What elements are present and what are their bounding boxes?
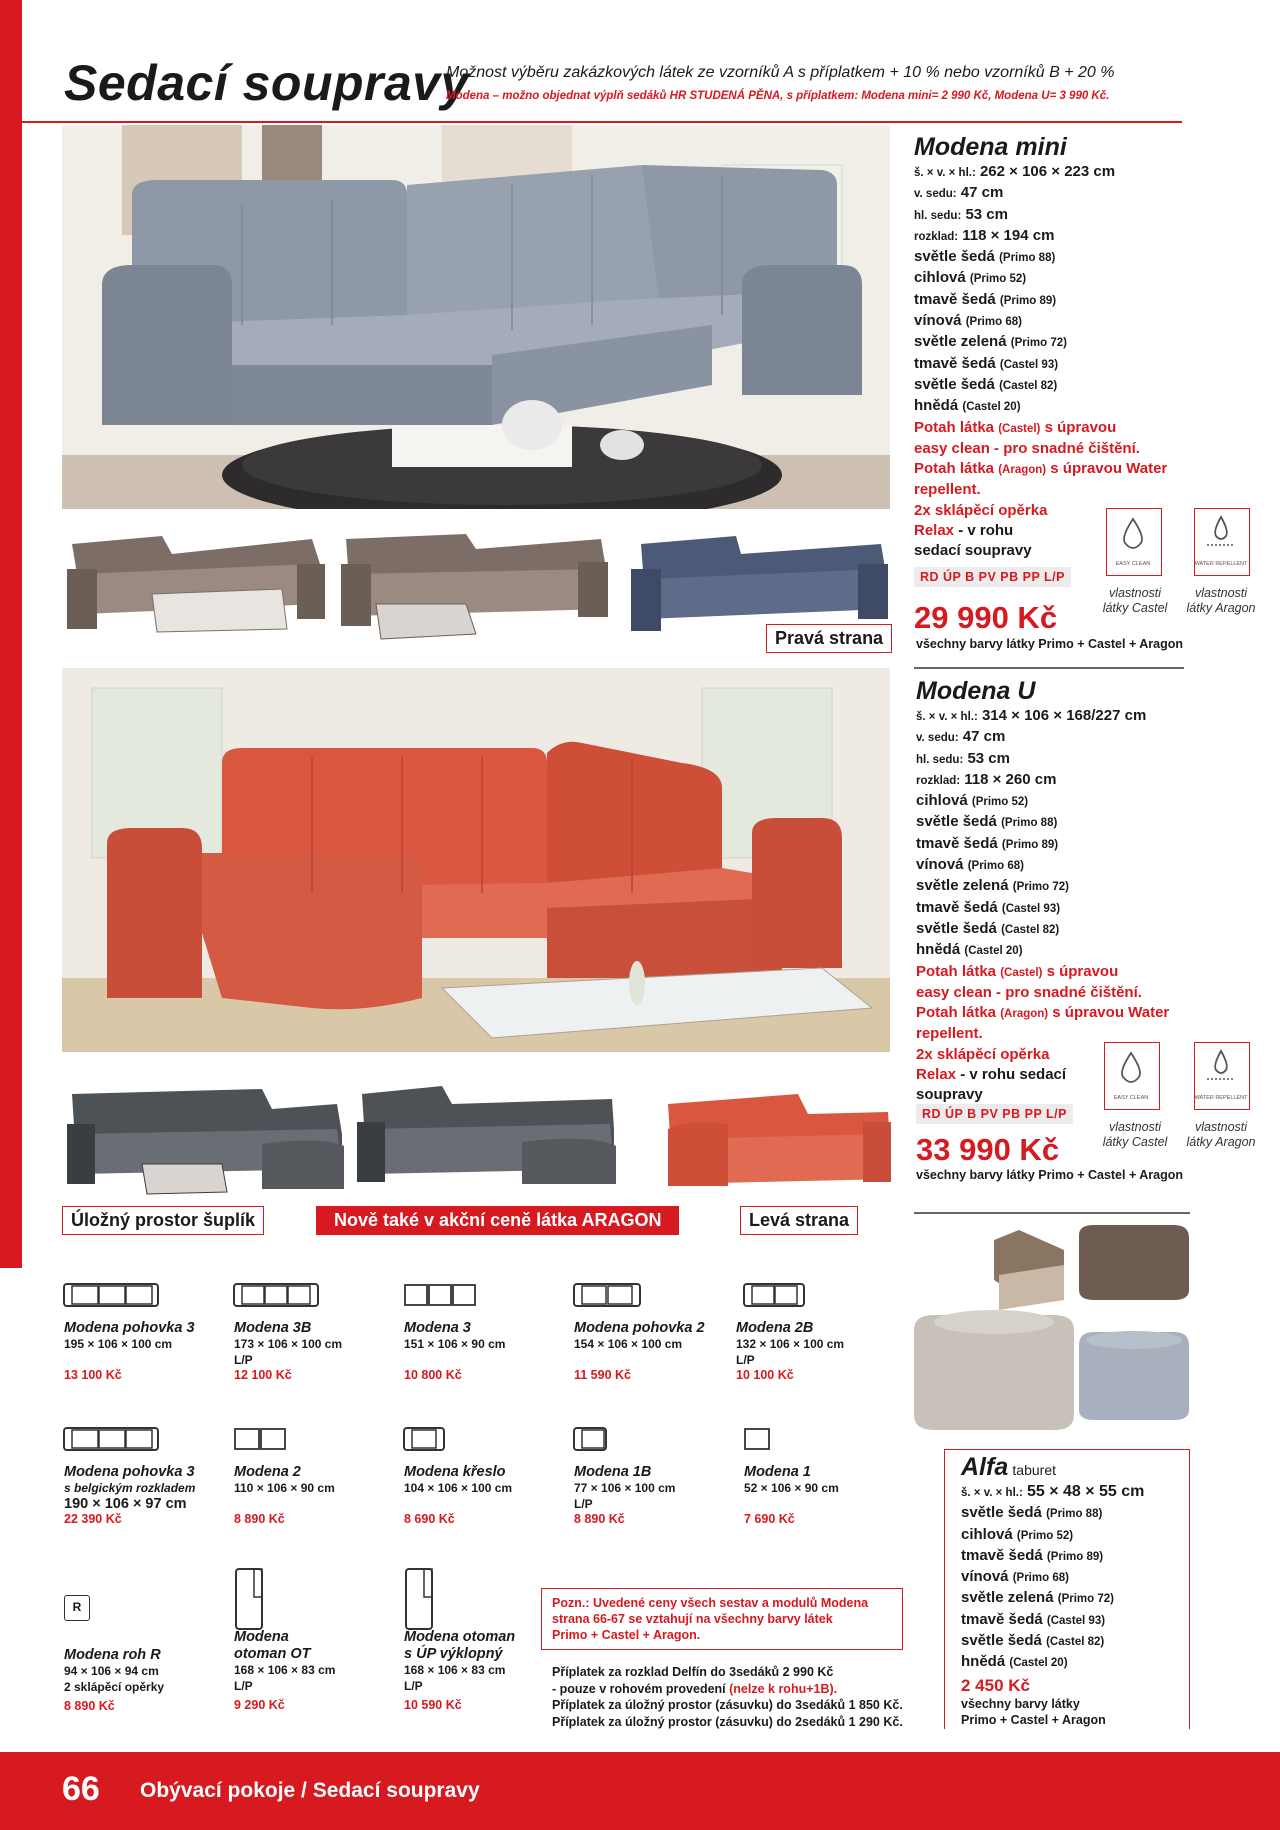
- modena-u-thumb-left: [648, 1074, 898, 1202]
- modena-mini-thumb-drawer: [336, 524, 612, 642]
- module-roh-r: Modena roh R 94 × 106 × 94 cm 2 sklápěcí opěrky 8 890 Kč: [64, 1647, 165, 1713]
- svg-text:EASY CLEAN: EASY CLEAN: [1115, 561, 1151, 567]
- modena-mini-price-note: všechny barvy látky Primo + Castel + Aragon: [916, 637, 1184, 651]
- color-item: hnědá (Castel 20): [916, 941, 1023, 959]
- color-item: světle zelená (Primo 72): [914, 333, 1067, 351]
- module-icon-pohovka2: [572, 1280, 652, 1310]
- fabric-options-text: Možnost výběru zakázkových látek ze vzorníků A s příplatkem + 10 % nebo vzorníků B + 20 %: [446, 64, 1115, 81]
- color-item: cihlová (Primo 52): [914, 269, 1027, 287]
- module-icon-1b: [572, 1424, 612, 1454]
- easy-clean-badge-u: [1104, 1042, 1160, 1110]
- castel-feature: Potah látka (Castel) s úpravou: [914, 418, 1117, 436]
- droplet-icon: [1122, 1053, 1140, 1082]
- module-icon-otoman: [232, 1565, 272, 1635]
- color-item: tmavě šedá (Castel 93): [914, 354, 1059, 372]
- module-icon-kreslo: [402, 1424, 452, 1454]
- price-note-box: Pozn.: Uvedené ceny všech sestav a modulů Modena strana 66-67 se vztahují na všechny barvy látek Primo + Castel + Aragon.: [541, 1588, 903, 1650]
- alfa-spec: Alfa taburet š. × v. × hl.: 55 × 48 × 55 cm světle šedá (Primo 88) cihlová (Primo 52) tmavě šedá (Primo 89) vínová (Primo 68) světle zelená (Primo 72) tmavě šedá (Castel 93) světle šedá (Castel 82) hnědá (Castel 20) 2 450 Kč všechny barvy látky Primo + Castel + Aragon: [961, 1452, 1191, 1728]
- module-icon-2b: [742, 1280, 812, 1310]
- modena-mini-codes: RD ÚP B PV PB PP L/P: [914, 567, 1071, 587]
- module-icon-otoman-up: [402, 1565, 442, 1635]
- color-item: světle zelená (Primo 72): [961, 1589, 1114, 1607]
- modena-u-main-photo: [62, 668, 890, 1052]
- droplet-icon: [1215, 1051, 1227, 1073]
- module-icon-pohovka3: [62, 1280, 162, 1310]
- surcharges-list: Příplatek za rozklad Delfín do 3sedáků 2 990 Kč - pouze v rohovém provedení (nelze k rohu+1B). Příplatek za úložný prostor (zásuvku) do 3sedáků 1 850 Kč. Příplatek za úložný prostor (zásuvku) do 2sedáků 1 290 Kč.: [552, 1665, 903, 1729]
- color-item: světle šedá (Castel 82): [916, 919, 1060, 937]
- water-repellent-badge: [1194, 508, 1250, 576]
- easy-clean-badge: [1106, 508, 1162, 576]
- water-caption-u: vlastnosti látky Aragon: [1186, 1120, 1256, 1149]
- color-item: tmavě šedá (Castel 93): [961, 1610, 1106, 1628]
- alfa-title: Alfa: [961, 1453, 1009, 1481]
- modena-u-price: 33 990 Kč: [916, 1132, 1060, 1167]
- dims-value: 262 × 106 × 223 cm: [979, 163, 1116, 180]
- color-item: tmavě šedá (Primo 89): [916, 834, 1059, 852]
- right-side-label: Pravá strana: [766, 624, 892, 653]
- droplet-icon: [1215, 517, 1227, 539]
- modena-mini-thumb-bed: [62, 524, 330, 642]
- color-item: cihlová (Primo 52): [961, 1525, 1074, 1543]
- module-3: Modena 3 151 × 106 × 90 cm 10 800 Kč: [404, 1320, 506, 1382]
- alfa-price: 2 450 Kč: [961, 1675, 1030, 1695]
- module-1b: Modena 1B 77 × 106 × 100 cm L/P 8 890 Kč: [574, 1464, 676, 1526]
- modena-u-thumb-bed: [352, 1074, 622, 1202]
- color-item: světle šedá (Primo 88): [916, 813, 1058, 831]
- modena-u-codes: RD ÚP B PV PB PP L/P: [916, 1104, 1073, 1124]
- modena-mini-main-photo: [62, 125, 890, 509]
- module-icon-pohovka3-belgian: [62, 1424, 162, 1454]
- modena-u-thumb-drawer: [62, 1074, 348, 1202]
- svg-text:WATER REPELLENT: WATER REPELLENT: [1195, 1095, 1248, 1101]
- water-caption: vlastnosti látky Aragon: [1186, 586, 1256, 615]
- module-kreslo: Modena křeslo 104 × 106 × 100 cm 8 690 Kč: [404, 1464, 513, 1526]
- modena-u-title: Modena U: [916, 677, 1036, 705]
- module-icon-2: [232, 1424, 292, 1454]
- color-item: tmavě šedá (Castel 93): [916, 898, 1061, 916]
- relax-label: Relax: [914, 522, 955, 540]
- seat-depth-value: 53 cm: [965, 205, 1008, 223]
- module-2b: Modena 2B 132 × 106 × 100 cm L/P 10 100 Kč: [736, 1320, 845, 1382]
- color-item: světle šedá (Primo 88): [961, 1504, 1103, 1522]
- section-divider: [914, 1212, 1190, 1214]
- modena-u-spec: Modena U š. × v. × hl.: 314 × 106 × 168/227 cm v. sedu: 47 cm hl. sedu: 53 cm rozklad: 118 × 260 cm cihlová (Primo 52) světle šedá (Primo 88) tmavě šedá (Primo 89) vínová (Primo 68) světle zelená (Primo 72) tmavě šedá (Castel 93) světle šedá (Castel 82) hnědá (Castel 20) Potah látka (Castel) s úpravou easy clean - pro snadné čištění. Potah látka (Aragon) s úpravou Water repellent. 2x sklápěcí opěrka Relax - v rohu sedací soupravy: [916, 676, 1216, 1106]
- footer-section-title: Obývací pokoje / Sedací soupravy: [140, 1779, 480, 1802]
- dims-label: š. × v. × hl.:: [914, 167, 976, 179]
- modena-u-price-note: všechny barvy látky Primo + Castel + Aragon: [916, 1168, 1184, 1182]
- castel-feature-2: easy clean - pro snadné čištění.: [914, 439, 1140, 457]
- page-number: 66: [62, 1770, 100, 1808]
- seat-depth-label: hl. sedu:: [914, 209, 962, 222]
- color-item: hnědá (Castel 20): [961, 1653, 1068, 1671]
- color-item: světle šedá (Castel 82): [914, 375, 1058, 393]
- water-repellent-badge-u: [1194, 1042, 1250, 1110]
- color-item: světle šedá (Castel 82): [961, 1632, 1105, 1650]
- module-1: Modena 1 52 × 106 × 90 cm 7 690 Kč: [744, 1464, 839, 1526]
- bed-label: rozklad:: [914, 230, 959, 243]
- module-pohovka2: Modena pohovka 2 154 × 106 × 100 cm 11 590 Kč: [574, 1320, 705, 1382]
- color-item: světle zelená (Primo 72): [916, 877, 1069, 895]
- module-pohovka3-belgian: Modena pohovka 3 s belgickým rozkladem 190 × 106 × 97 cm 22 390 Kč: [64, 1464, 196, 1526]
- module-icon-3: [402, 1280, 482, 1310]
- module-icon-1: [742, 1424, 776, 1454]
- easy-clean-caption-u: vlastnosti látky Castel: [1102, 1120, 1168, 1149]
- color-item: vínová (Primo 68): [916, 856, 1024, 874]
- svg-text:EASY CLEAN: EASY CLEAN: [1113, 1095, 1149, 1101]
- color-item: vínová (Primo 68): [914, 312, 1022, 330]
- color-item: světle šedá (Primo 88): [914, 248, 1056, 266]
- color-item: vínová (Primo 68): [961, 1568, 1069, 1586]
- alfa-photo: [914, 1220, 1192, 1448]
- module-icon-3b: [232, 1280, 322, 1310]
- bed-value: 118 × 194 cm: [962, 226, 1055, 244]
- relax-feature-2: sedací soupravy: [914, 542, 1032, 560]
- modena-mini-price: 29 990 Kč: [914, 600, 1058, 635]
- color-item: cihlová (Primo 52): [916, 792, 1029, 810]
- module-otoman-ot: Modena otoman OT 168 × 106 × 83 cm L/P 9 290 Kč: [234, 1629, 336, 1712]
- color-item: tmavě šedá (Primo 89): [961, 1546, 1104, 1564]
- module-2: Modena 2 110 × 106 × 90 cm 8 890 Kč: [234, 1464, 335, 1526]
- section-divider: [914, 667, 1184, 669]
- hr-foam-note: Modena – možno objednat výplň sedáků HR STUDENÁ PĚNA, s příplatkem: Modena mini= 2 990 Kč, Modena U= 3 990 Kč.: [446, 90, 1110, 102]
- module-3b: Modena 3B 173 × 106 × 100 cm L/P 12 100 Kč: [234, 1320, 343, 1382]
- storage-drawer-label: Úložný prostor šuplík: [62, 1206, 264, 1235]
- headrest-feature: 2x sklápěcí opěrka: [914, 501, 1048, 519]
- page-title: Sedací soupravy: [64, 55, 469, 111]
- module-icon-roh-r: R: [64, 1595, 90, 1621]
- left-accent-bar: [0, 0, 22, 1268]
- seat-height-value: 47 cm: [960, 184, 1004, 202]
- svg-text:WATER REPELLENT: WATER REPELLENT: [1195, 561, 1248, 567]
- easy-clean-caption: vlastnosti látky Castel: [1102, 586, 1168, 615]
- droplet-icon: [1124, 519, 1142, 548]
- color-item: hnědá (Castel 20): [914, 397, 1021, 415]
- color-item: tmavě šedá (Primo 89): [914, 290, 1057, 308]
- module-pohovka3: Modena pohovka 3 195 × 106 × 100 cm 13 100 Kč: [64, 1320, 195, 1382]
- header-divider: [22, 121, 1182, 123]
- seat-height-label: v. sedu:: [914, 188, 957, 201]
- aragon-promo-banner: Nově také v akční ceně látka ARAGON: [316, 1206, 679, 1235]
- aragon-feature: Potah látka (Aragon) s úpravou Water: [914, 460, 1168, 478]
- modena-mini-spec: Modena mini š. × v. × hl.: 262 × 106 × 223 cm v. sedu: 47 cm hl. sedu: 53 cm rozklad: 118 × 194 cm světle šedá (Primo 88) cihlová (Primo 52) tmavě šedá (Primo 89) vínová (Primo 68) světle zelená (Primo 72) tmavě šedá (Castel 93) světle šedá (Castel 82) hnědá (Castel 20) Potah látka (Castel) s úpravou easy clean - pro snadné čištění. Potah látka (Aragon) s úpravou Water repellent. 2x sklápěcí opěrka Relax - v rohu sedací soupravy: [914, 132, 1214, 562]
- left-side-label: Levá strana: [740, 1206, 858, 1235]
- module-otoman-up: Modena otoman s ÚP výklopný 168 × 106 × 83 cm L/P 10 590 Kč: [404, 1629, 516, 1712]
- aragon-feature-2: repellent.: [914, 481, 981, 499]
- modena-mini-title: Modena mini: [914, 133, 1067, 161]
